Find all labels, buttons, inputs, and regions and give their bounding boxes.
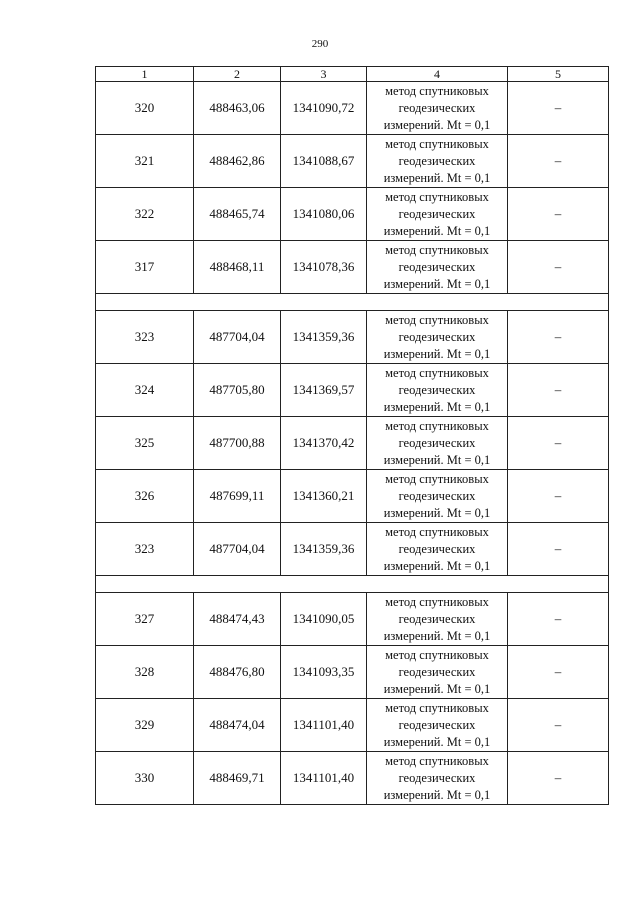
- method-line: метод спутниковых: [385, 242, 489, 257]
- method-cell: [367, 646, 508, 699]
- group-separator-row: [96, 576, 609, 593]
- point-number-cell: 329: [96, 699, 194, 752]
- x-coordinate-cell: 488474,04: [194, 699, 281, 752]
- note-cell: –: [508, 82, 609, 135]
- method-line: геодезических: [398, 664, 476, 679]
- group-separator-row: [96, 294, 609, 311]
- method-line: геодезических: [398, 488, 476, 503]
- table-row: [96, 135, 609, 188]
- method-line: геодезических: [398, 259, 476, 274]
- method-cell: [367, 752, 508, 805]
- point-number-cell: 323: [96, 311, 194, 364]
- method-line: измерений. Mt = 0,1: [383, 117, 491, 132]
- table-row: [96, 188, 609, 241]
- method-line: измерений. Mt = 0,1: [383, 276, 491, 291]
- note-cell: –: [508, 470, 609, 523]
- method-line: измерений. Mt = 0,1: [383, 787, 491, 802]
- method-line: геодезических: [398, 770, 476, 785]
- point-number-cell: 327: [96, 593, 194, 646]
- x-coordinate-cell: 488469,71: [194, 752, 281, 805]
- point-number-cell: 320: [96, 82, 194, 135]
- method-line: геодезических: [398, 153, 476, 168]
- method-cell: [367, 188, 508, 241]
- point-number-cell: 323: [96, 523, 194, 576]
- note-cell: –: [508, 241, 609, 294]
- method-cell: [367, 82, 508, 135]
- separator-cell: [96, 294, 609, 311]
- point-number-cell: 321: [96, 135, 194, 188]
- method-cell: [367, 470, 508, 523]
- y-coordinate-cell: 1341359,36: [281, 523, 367, 576]
- table-row: [96, 417, 609, 470]
- method-line: геодезических: [398, 382, 476, 397]
- method-line: геодезических: [398, 611, 476, 626]
- note-cell: –: [508, 752, 609, 805]
- method-line: метод спутниковых: [385, 189, 489, 204]
- x-coordinate-cell: 488465,74: [194, 188, 281, 241]
- table-row: [96, 364, 609, 417]
- method-line: измерений. Mt = 0,1: [383, 734, 491, 749]
- method-line: метод спутниковых: [385, 594, 489, 609]
- x-coordinate-cell: 488474,43: [194, 593, 281, 646]
- note-cell: –: [508, 593, 609, 646]
- point-number-cell: 317: [96, 241, 194, 294]
- y-coordinate-cell: 1341078,36: [281, 241, 367, 294]
- x-coordinate-cell: 488476,80: [194, 646, 281, 699]
- x-coordinate-cell: 488463,06: [194, 82, 281, 135]
- method-line: метод спутниковых: [385, 471, 489, 486]
- method-cell: [367, 135, 508, 188]
- column-header: 4: [367, 67, 508, 82]
- note-cell: –: [508, 135, 609, 188]
- method-line: геодезических: [398, 541, 476, 556]
- y-coordinate-cell: 1341101,40: [281, 752, 367, 805]
- y-coordinate-cell: 1341088,67: [281, 135, 367, 188]
- note-cell: –: [508, 646, 609, 699]
- method-line: метод спутниковых: [385, 524, 489, 539]
- y-coordinate-cell: 1341090,05: [281, 593, 367, 646]
- method-line: метод спутниковых: [385, 753, 489, 768]
- method-line: измерений. Mt = 0,1: [383, 628, 491, 643]
- note-cell: –: [508, 699, 609, 752]
- method-line: геодезических: [398, 435, 476, 450]
- page-number: 290: [311, 38, 329, 50]
- y-coordinate-cell: 1341080,06: [281, 188, 367, 241]
- y-coordinate-cell: 1341360,21: [281, 470, 367, 523]
- method-line: измерений. Mt = 0,1: [383, 681, 491, 696]
- x-coordinate-cell: 487700,88: [194, 417, 281, 470]
- method-line: измерений. Mt = 0,1: [383, 558, 491, 573]
- table-row: [96, 523, 609, 576]
- note-cell: –: [508, 523, 609, 576]
- table-row: [96, 752, 609, 805]
- column-header: 5: [508, 67, 609, 82]
- method-line: метод спутниковых: [385, 136, 489, 151]
- y-coordinate-cell: 1341370,42: [281, 417, 367, 470]
- method-line: измерений. Mt = 0,1: [383, 505, 491, 520]
- method-cell: [367, 241, 508, 294]
- point-number-cell: 328: [96, 646, 194, 699]
- point-number-cell: 330: [96, 752, 194, 805]
- method-cell: [367, 593, 508, 646]
- note-cell: –: [508, 188, 609, 241]
- y-coordinate-cell: 1341369,57: [281, 364, 367, 417]
- table-row: [96, 593, 609, 646]
- point-number-cell: 325: [96, 417, 194, 470]
- note-cell: –: [508, 417, 609, 470]
- x-coordinate-cell: 487705,80: [194, 364, 281, 417]
- method-line: измерений. Mt = 0,1: [383, 223, 491, 238]
- y-coordinate-cell: 1341090,72: [281, 82, 367, 135]
- method-line: метод спутниковых: [385, 83, 489, 98]
- coordinates-table: [95, 66, 609, 805]
- method-line: геодезических: [398, 717, 476, 732]
- table-row: [96, 646, 609, 699]
- method-cell: [367, 364, 508, 417]
- column-header: 2: [194, 67, 281, 82]
- y-coordinate-cell: 1341093,35: [281, 646, 367, 699]
- point-number-cell: 322: [96, 188, 194, 241]
- method-line: метод спутниковых: [385, 365, 489, 380]
- x-coordinate-cell: 487704,04: [194, 311, 281, 364]
- method-cell: [367, 523, 508, 576]
- table-row: [96, 699, 609, 752]
- method-line: измерений. Mt = 0,1: [383, 170, 491, 185]
- point-number-cell: 326: [96, 470, 194, 523]
- method-cell: [367, 311, 508, 364]
- method-line: метод спутниковых: [385, 647, 489, 662]
- table-body: [96, 82, 609, 805]
- method-cell: [367, 417, 508, 470]
- table-row: [96, 311, 609, 364]
- method-line: геодезических: [398, 329, 476, 344]
- method-line: метод спутниковых: [385, 418, 489, 433]
- method-line: геодезических: [398, 206, 476, 221]
- point-number-cell: 324: [96, 364, 194, 417]
- x-coordinate-cell: 488462,86: [194, 135, 281, 188]
- method-line: метод спутниковых: [385, 312, 489, 327]
- method-line: измерений. Mt = 0,1: [383, 399, 491, 414]
- table-row: [96, 470, 609, 523]
- table-header-row: [96, 67, 609, 82]
- column-header: 1: [96, 67, 194, 82]
- table-row: [96, 241, 609, 294]
- column-header: 3: [281, 67, 367, 82]
- x-coordinate-cell: 487704,04: [194, 523, 281, 576]
- method-line: измерений. Mt = 0,1: [383, 346, 491, 361]
- y-coordinate-cell: 1341101,40: [281, 699, 367, 752]
- method-line: метод спутниковых: [385, 700, 489, 715]
- note-cell: –: [508, 364, 609, 417]
- method-cell: [367, 699, 508, 752]
- method-line: геодезических: [398, 100, 476, 115]
- x-coordinate-cell: 487699,11: [194, 470, 281, 523]
- method-line: измерений. Mt = 0,1: [383, 452, 491, 467]
- separator-cell: [96, 576, 609, 593]
- note-cell: –: [508, 311, 609, 364]
- x-coordinate-cell: 488468,11: [194, 241, 281, 294]
- table-row: [96, 82, 609, 135]
- y-coordinate-cell: 1341359,36: [281, 311, 367, 364]
